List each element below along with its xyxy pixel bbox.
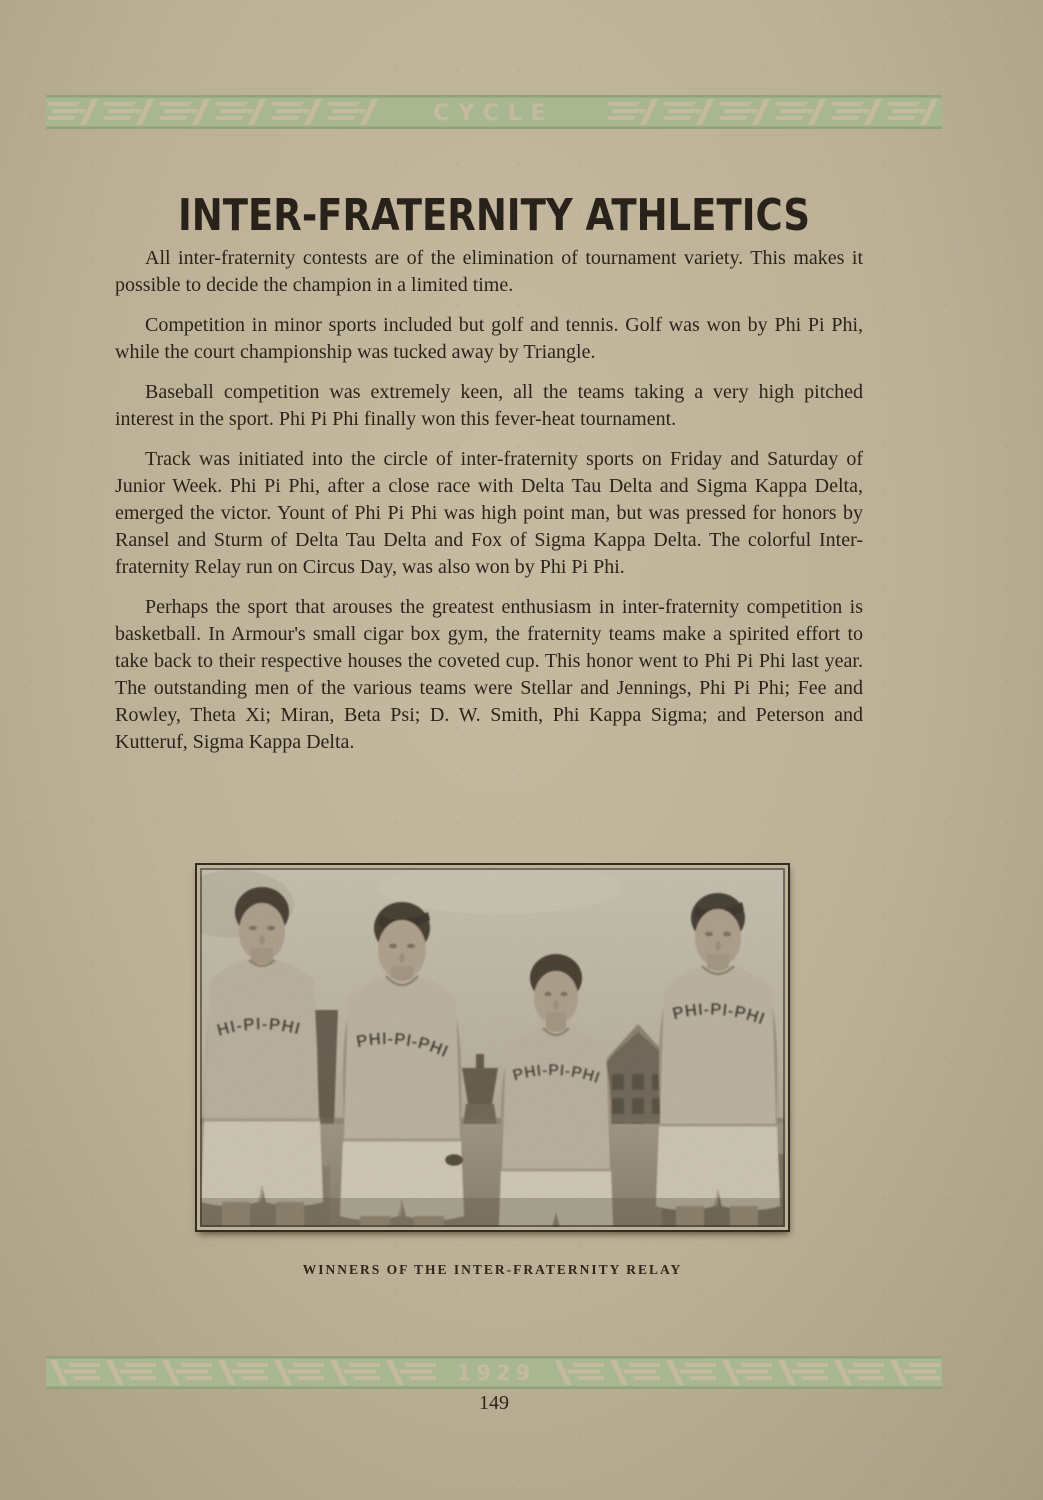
photo-caption: WINNERS OF THE INTER-FRATERNITY RELAY (302, 1262, 683, 1277)
paragraph: Baseball competition was extremely keen, all the teams taking a very high pitched interest in the sport. Phi Pi Phi finally won this fever-heat tournament. (115, 381, 863, 430)
decorative-band-top (46, 95, 942, 129)
paragraph: Competition in minor sports included but golf and tennis. Golf was won by Phi Pi Phi, while the court championship was tucked away by Triangle. (115, 314, 863, 363)
page-title (46, 184, 942, 244)
page-number: 149 (479, 1392, 509, 1414)
photo-frame (195, 863, 790, 1232)
paragraph: All inter-fraternity contests are of the elimination of tournament variety. This makes it possible to decide the champion in a limited time. (115, 247, 863, 296)
decorative-band-bottom (46, 1356, 942, 1389)
paragraph: Track was initiated into the circle of inter-fraternity sports on Friday and Saturday of Junior Week. Phi Pi Phi, after a close race with Delta Tau Delta and Sigma Kappa Delta, emerged the victor. Yount of Phi Pi Phi was high point man, but was pressed for honors by Ransel and Sturm of Delta Tau Delta and Fox of Sigma Kappa Delta. The colorful Inter-fraternity Relay run on Circus Day, was also won by Phi Pi Phi. (115, 448, 863, 578)
body-text (115, 245, 863, 769)
paragraph: Perhaps the sport that arouses the greatest enthusiasm in inter-fraternity competition is basketball. In Armour's small cigar box gym, the fraternity teams make a spirited effort to take back to their respective houses the coveted cup. This honor went to Phi Pi Phi last year. The outstanding men of the various teams were Stellar and Jennings, Phi Pi Phi; Fee and Rowley, Theta Xi; Miran, Beta Psi; D. W. Smith, Phi Kappa Sigma; and Peterson and Kutteruf, Sigma Kappa Delta. (115, 596, 863, 753)
cycle-band-text: CYCLE (433, 101, 555, 126)
photo-grain (200, 868, 785, 1227)
relay-team-photo (200, 868, 785, 1227)
page-title-text: INTER-FRATERNITY ATHLETICS (178, 190, 810, 241)
year-band-text: 1929 (456, 1361, 536, 1385)
